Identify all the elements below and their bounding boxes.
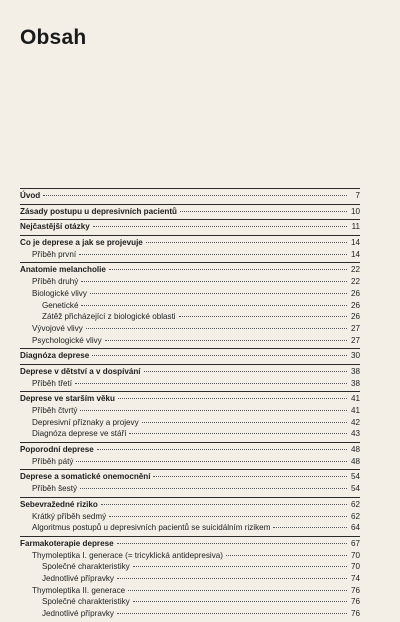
toc-entry-title: Co je deprese a jak se projevuje bbox=[20, 238, 143, 248]
toc-entry-title: Krátký příběh sedmý bbox=[32, 511, 107, 521]
dot-leader bbox=[81, 305, 347, 306]
toc-subentry[interactable] bbox=[20, 323, 360, 335]
toc-subentry[interactable] bbox=[20, 311, 360, 323]
dot-leader bbox=[80, 410, 347, 411]
toc-section bbox=[20, 497, 360, 536]
dot-leader bbox=[153, 476, 347, 477]
toc-subentry[interactable] bbox=[20, 335, 360, 347]
toc-page-number: 14 bbox=[350, 249, 360, 259]
toc-chapter-entry[interactable] bbox=[20, 471, 360, 483]
toc-page-number: 11 bbox=[351, 222, 360, 232]
toc-chapter-entry[interactable] bbox=[20, 350, 360, 362]
toc-page-number: 27 bbox=[350, 323, 360, 333]
dot-leader bbox=[93, 226, 347, 227]
toc-chapter-entry[interactable] bbox=[20, 264, 360, 276]
toc-chapter-entry[interactable] bbox=[20, 221, 360, 233]
dot-leader bbox=[97, 449, 347, 450]
dot-leader bbox=[86, 328, 347, 329]
toc-entry-title: Diagnóza deprese ve stáří bbox=[32, 429, 127, 439]
toc-subentry[interactable] bbox=[20, 596, 360, 608]
dot-leader bbox=[80, 488, 347, 489]
toc-page-number: 43 bbox=[350, 429, 360, 439]
dot-leader bbox=[117, 578, 347, 579]
toc-page-number: 22 bbox=[350, 277, 360, 287]
dot-leader bbox=[109, 516, 347, 517]
dot-leader bbox=[117, 543, 347, 544]
dot-leader bbox=[179, 316, 347, 317]
toc-page-number: 70 bbox=[350, 550, 360, 560]
toc-page-number: 62 bbox=[350, 499, 360, 509]
toc-subentry[interactable] bbox=[20, 276, 360, 288]
dot-leader bbox=[90, 293, 347, 294]
toc-entry-title: Psychologické vlivy bbox=[32, 335, 102, 345]
toc-entry-title: Algoritmus postupů u depresivních pacientů se suicidálním rizikem bbox=[32, 523, 271, 533]
dot-leader bbox=[142, 422, 347, 423]
toc-page-number: 38 bbox=[350, 378, 360, 388]
dot-leader bbox=[226, 555, 347, 556]
toc-subentry[interactable] bbox=[20, 561, 360, 573]
toc-page-number: 38 bbox=[350, 366, 360, 376]
toc-page-number: 54 bbox=[350, 472, 360, 482]
dot-leader bbox=[79, 254, 347, 255]
toc-entry-title: Nejčastější otázky bbox=[20, 222, 90, 232]
toc-entry-title: Společné charakteristiky bbox=[42, 597, 130, 607]
toc-section bbox=[20, 364, 360, 391]
toc-entry-title: Sebevražedné riziko bbox=[20, 499, 98, 509]
dot-leader bbox=[133, 566, 347, 567]
toc-subentry[interactable] bbox=[20, 378, 360, 390]
toc-page-number: 48 bbox=[350, 445, 360, 455]
toc-entry-title: Příběh pátý bbox=[32, 456, 74, 466]
toc-page-number: 26 bbox=[350, 288, 360, 298]
toc-entry-title: Zásady postupu u depresivních pacientů bbox=[20, 206, 177, 216]
toc-section bbox=[20, 262, 360, 348]
toc-subentry[interactable] bbox=[20, 522, 360, 534]
dot-leader bbox=[75, 383, 347, 384]
toc-entry-title: Farmakoterapie deprese bbox=[20, 538, 114, 548]
toc-section bbox=[20, 348, 360, 364]
toc-subentry[interactable] bbox=[20, 405, 360, 417]
toc-chapter-entry[interactable] bbox=[20, 538, 360, 550]
table-of-contents bbox=[20, 188, 360, 622]
toc-page-number: 7 bbox=[355, 191, 360, 200]
toc-section bbox=[20, 219, 360, 235]
toc-entry-title: Anatomie melancholie bbox=[20, 265, 106, 275]
toc-subentry[interactable] bbox=[20, 585, 360, 597]
toc-page-number: 76 bbox=[350, 597, 360, 607]
toc-subentry[interactable] bbox=[20, 417, 360, 429]
toc-section bbox=[20, 442, 360, 469]
toc-entry-title: Příběh šestý bbox=[32, 484, 77, 494]
toc-entry-title: Deprese a somatické onemocnění bbox=[20, 472, 151, 482]
toc-subentry[interactable] bbox=[20, 550, 360, 562]
toc-chapter-entry[interactable] bbox=[20, 206, 360, 218]
dot-leader bbox=[273, 527, 347, 528]
toc-subentry[interactable] bbox=[20, 573, 360, 585]
toc-chapter-entry[interactable] bbox=[20, 237, 360, 249]
toc-chapter-entry[interactable] bbox=[20, 393, 360, 405]
toc-chapter-entry[interactable] bbox=[20, 444, 360, 456]
toc-chapter-entry[interactable] bbox=[20, 190, 360, 202]
page-title: Obsah bbox=[20, 26, 87, 49]
dot-leader bbox=[76, 461, 347, 462]
toc-page-number: 42 bbox=[350, 417, 360, 427]
toc-page-number: 76 bbox=[350, 585, 360, 595]
toc-page-number: 48 bbox=[350, 456, 360, 466]
toc-subentry[interactable] bbox=[20, 456, 360, 468]
dot-leader bbox=[109, 269, 347, 270]
toc-page-number: 41 bbox=[350, 394, 360, 404]
toc-entry-title: Biologické vlivy bbox=[32, 288, 87, 298]
toc-entry-title: Jednotlivé přípravky bbox=[42, 573, 114, 583]
toc-subentry[interactable] bbox=[20, 608, 360, 620]
toc-entry-title: Vývojové vlivy bbox=[32, 323, 83, 333]
dot-leader bbox=[105, 340, 347, 341]
toc-entry-title: Diagnóza deprese bbox=[20, 351, 90, 361]
dot-leader bbox=[117, 613, 347, 614]
toc-page-number: 10 bbox=[350, 206, 360, 216]
toc-subentry[interactable] bbox=[20, 300, 360, 312]
toc-entry-title: Thymoleptika II. generace bbox=[32, 585, 126, 595]
toc-page-number: 30 bbox=[350, 351, 360, 361]
toc-subentry[interactable] bbox=[20, 511, 360, 523]
toc-entry-title: Deprese v dětství a v dospívání bbox=[20, 366, 141, 376]
toc-entry-title: Úvod bbox=[20, 191, 41, 200]
toc-subentry[interactable] bbox=[20, 483, 360, 495]
toc-subentry[interactable] bbox=[20, 288, 360, 300]
toc-section bbox=[20, 469, 360, 496]
dot-leader bbox=[146, 242, 347, 243]
toc-chapter-entry[interactable] bbox=[20, 366, 360, 378]
toc-section bbox=[20, 204, 360, 220]
toc-page-number: 64 bbox=[350, 523, 360, 533]
toc-section bbox=[20, 536, 360, 622]
dot-leader bbox=[144, 371, 347, 372]
toc-subentry[interactable] bbox=[20, 249, 360, 261]
toc-entry-title: Příběh třetí bbox=[32, 378, 73, 388]
toc-section bbox=[20, 188, 360, 204]
dot-leader bbox=[180, 211, 347, 212]
toc-page-number: 22 bbox=[350, 265, 360, 275]
toc-page-number: 26 bbox=[350, 312, 360, 322]
toc-page-number: 67 bbox=[350, 538, 360, 548]
toc-section bbox=[20, 391, 360, 442]
dot-leader bbox=[128, 590, 347, 591]
toc-entry-title: Zátěž přicházející z biologické oblasti bbox=[42, 312, 176, 322]
dot-leader bbox=[101, 504, 347, 505]
dot-leader bbox=[129, 433, 347, 434]
toc-entry-title: Jednotlivé přípravky bbox=[42, 609, 114, 618]
dot-leader bbox=[133, 601, 347, 602]
dot-leader bbox=[118, 398, 347, 399]
toc-page-number: 62 bbox=[350, 511, 360, 521]
toc-subentry[interactable] bbox=[20, 428, 360, 440]
toc-entry-title: Příběh čtvrtý bbox=[32, 406, 78, 415]
toc-chapter-entry[interactable] bbox=[20, 499, 360, 511]
toc-entry-title: Poporodní deprese bbox=[20, 445, 94, 455]
dot-leader bbox=[92, 355, 347, 356]
dot-leader bbox=[43, 195, 347, 196]
toc-entry-title: Deprese ve starším věku bbox=[20, 394, 115, 404]
toc-entry-title: Příběh druhý bbox=[32, 277, 79, 287]
toc-section bbox=[20, 235, 360, 262]
toc-entry-title: Thymoleptika I. generace (= tricyklická antidepresiva) bbox=[32, 550, 223, 560]
toc-page-number: 76 bbox=[350, 609, 360, 618]
toc-page-number: 27 bbox=[350, 335, 360, 345]
toc-entry-title: Společné charakteristiky bbox=[42, 562, 130, 572]
toc-page-number: 70 bbox=[350, 562, 360, 572]
toc-entry-title: Genetické bbox=[42, 300, 79, 310]
toc-entry-title: Příběh první bbox=[32, 249, 77, 259]
toc-page-number: 26 bbox=[350, 300, 360, 310]
toc-page-number: 14 bbox=[350, 238, 360, 248]
dot-leader bbox=[81, 281, 347, 282]
toc-entry-title: Depresivní příznaky a projevy bbox=[32, 417, 139, 427]
toc-page-number: 74 bbox=[350, 573, 360, 583]
toc-page-number: 54 bbox=[350, 484, 360, 494]
toc-page-number: 41 bbox=[350, 406, 360, 415]
